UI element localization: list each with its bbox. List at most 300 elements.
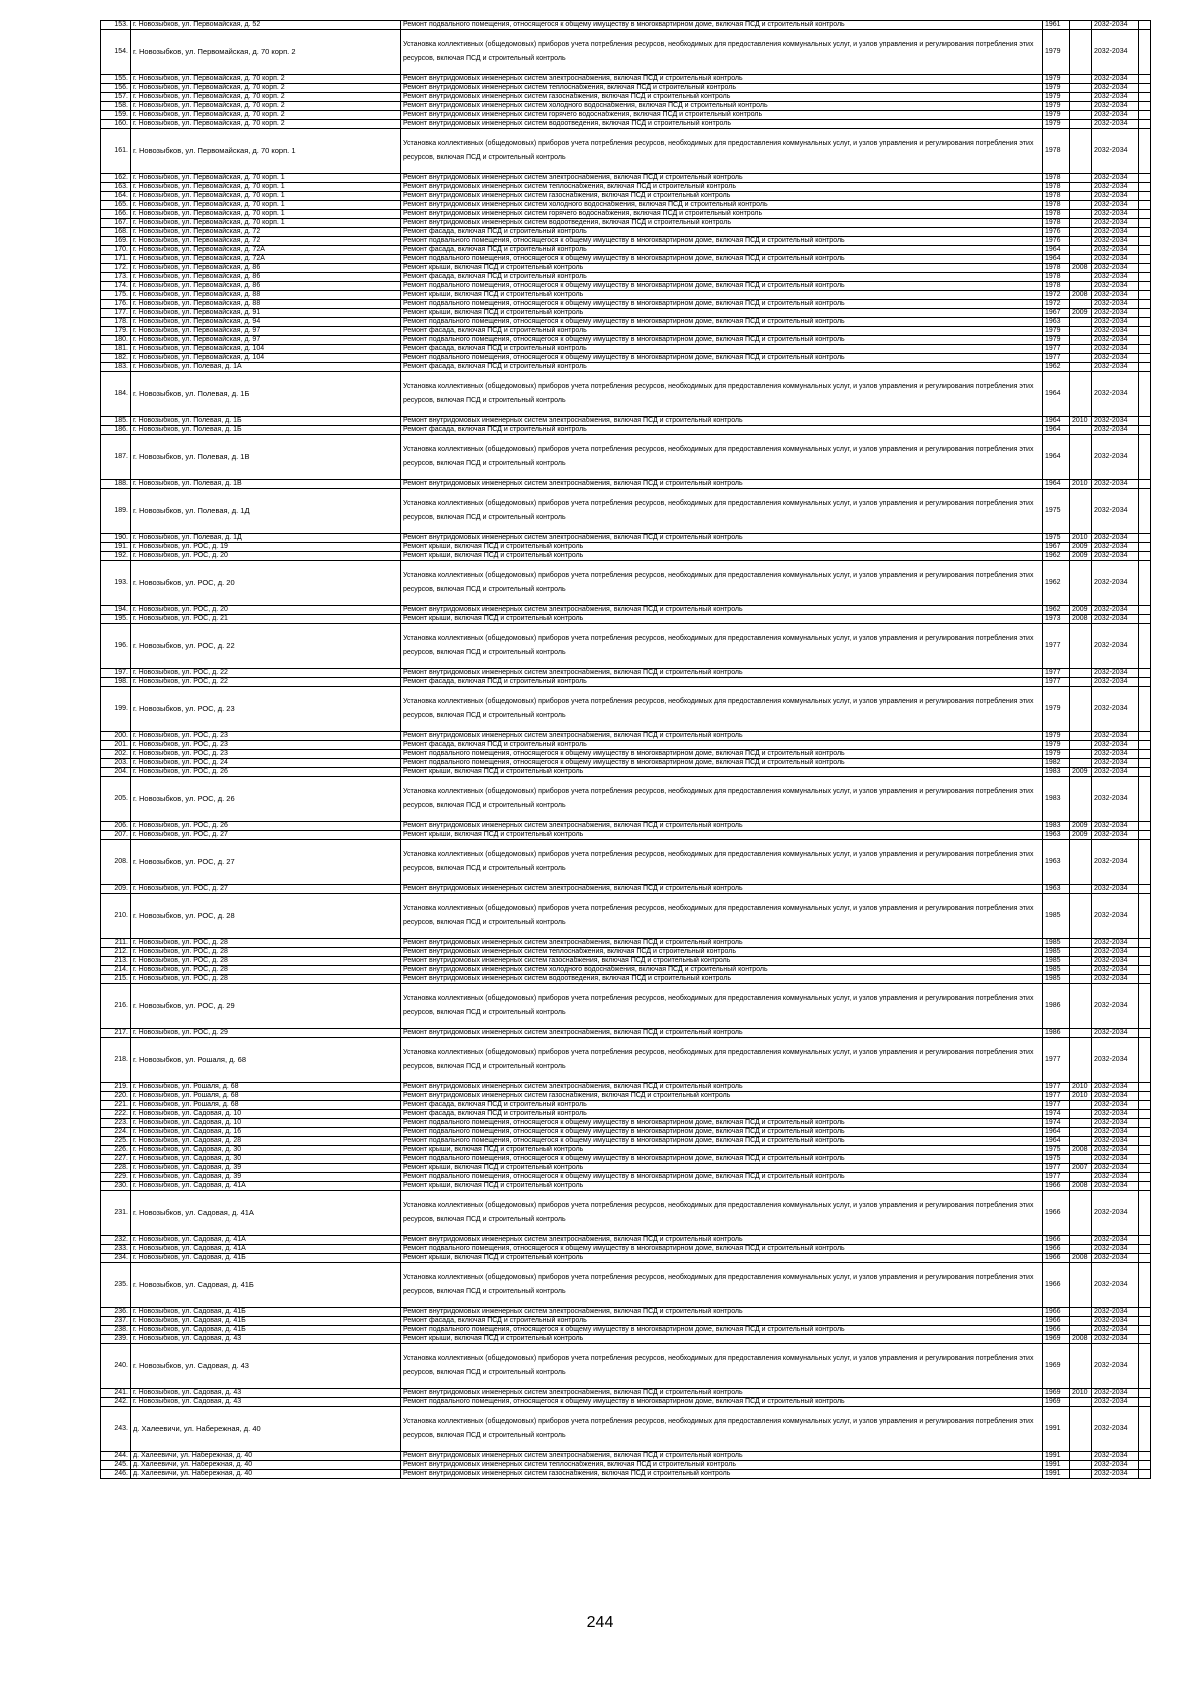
planned-period-cell: 2032-2034	[1092, 885, 1139, 894]
work-type-cell: Ремонт внутридомовых инженерных систем теплоснабжения, включая ПСД и строительный контроль	[401, 1461, 1043, 1470]
table-row	[101, 1236, 1151, 1245]
last-repair-year-cell	[1070, 174, 1092, 183]
row-number: 243.	[101, 1407, 131, 1452]
last-repair-year-cell: 2010	[1070, 417, 1092, 426]
table-row	[101, 948, 1151, 957]
address-cell: г. Новозыбков, ул. Первомайская, д. 86	[131, 264, 401, 273]
last-repair-year-cell	[1070, 354, 1092, 363]
last-repair-year-cell	[1070, 84, 1092, 93]
last-repair-year-cell	[1070, 228, 1092, 237]
planned-period-cell: 2032-2034	[1092, 480, 1139, 489]
row-number: 170.	[101, 246, 131, 255]
planned-period-cell: 2032-2034	[1092, 687, 1139, 732]
address-cell: г. Новозыбков, ул. РОС, д. 26	[131, 768, 401, 777]
row-number: 167.	[101, 219, 131, 228]
planned-period-cell: 2032-2034	[1092, 678, 1139, 687]
address-cell: г. Новозыбков, ул. Первомайская, д. 70 корп. 1	[131, 174, 401, 183]
table-row	[101, 291, 1151, 300]
planned-period-cell: 2032-2034	[1092, 1083, 1139, 1092]
planned-period-cell: 2032-2034	[1092, 1029, 1139, 1038]
empty-cell	[1139, 336, 1151, 345]
address-cell: г. Новозыбков, ул. Садовая, д. 41Б	[131, 1317, 401, 1326]
last-repair-year-cell	[1070, 129, 1092, 174]
work-type-cell: Ремонт крыши, включая ПСД и строительный контроль	[401, 291, 1043, 300]
table-row	[101, 354, 1151, 363]
year-built-cell: 1986	[1043, 984, 1070, 1029]
empty-cell	[1139, 831, 1151, 840]
empty-cell	[1139, 561, 1151, 606]
table-row	[101, 975, 1151, 984]
last-repair-year-cell	[1070, 1317, 1092, 1326]
address-cell: г. Новозыбков, ул. Садовая, д. 10	[131, 1110, 401, 1119]
empty-cell	[1139, 759, 1151, 768]
empty-cell	[1139, 1236, 1151, 1245]
row-number: 224.	[101, 1128, 131, 1137]
address-cell: г. Новозыбков, ул. РОС, д. 28	[131, 975, 401, 984]
empty-cell	[1139, 741, 1151, 750]
year-built-cell: 1978	[1043, 282, 1070, 291]
last-repair-year-cell	[1070, 678, 1092, 687]
work-type-cell: Ремонт подвального помещения, относящегося к общему имуществу в многоквартирном доме, включая ПСД и строительный контроль	[401, 1155, 1043, 1164]
row-number: 188.	[101, 480, 131, 489]
work-type-cell: Ремонт внутридомовых инженерных систем теплоснабжения, включая ПСД и строительный контроль	[401, 84, 1043, 93]
table-row	[101, 1344, 1151, 1389]
address-cell: г. Новозыбков, ул. РОС, д. 23	[131, 732, 401, 741]
planned-period-cell: 2032-2034	[1092, 228, 1139, 237]
year-built-cell: 1962	[1043, 363, 1070, 372]
table-row	[101, 1326, 1151, 1335]
table-row	[101, 1191, 1151, 1236]
planned-period-cell: 2032-2034	[1092, 345, 1139, 354]
last-repair-year-cell	[1070, 741, 1092, 750]
address-cell: г. Новозыбков, ул. РОС, д. 19	[131, 543, 401, 552]
table-row	[101, 129, 1151, 174]
planned-period-cell: 2032-2034	[1092, 624, 1139, 669]
empty-cell	[1139, 534, 1151, 543]
empty-cell	[1139, 435, 1151, 480]
year-built-cell: 1976	[1043, 228, 1070, 237]
work-type-cell: Ремонт внутридомовых инженерных систем горячего водоснабжения, включая ПСД и строительный контроль	[401, 210, 1043, 219]
empty-cell	[1139, 768, 1151, 777]
planned-period-cell: 2032-2034	[1092, 1119, 1139, 1128]
year-built-cell: 1964	[1043, 255, 1070, 264]
planned-period-cell: 2032-2034	[1092, 192, 1139, 201]
table-row	[101, 219, 1151, 228]
work-type-cell: Ремонт крыши, включая ПСД и строительный контроль	[401, 1182, 1043, 1191]
year-built-cell: 1966	[1043, 1308, 1070, 1317]
last-repair-year-cell: 2008	[1070, 1254, 1092, 1263]
year-built-cell: 1962	[1043, 561, 1070, 606]
empty-cell	[1139, 894, 1151, 939]
empty-cell	[1139, 750, 1151, 759]
planned-period-cell: 2032-2034	[1092, 840, 1139, 885]
planned-period-cell: 2032-2034	[1092, 1110, 1139, 1119]
empty-cell	[1139, 885, 1151, 894]
work-type-cell: Ремонт внутридомовых инженерных систем электроснабжения, включая ПСД и строительный контроль	[401, 606, 1043, 615]
row-number: 216.	[101, 984, 131, 1029]
year-built-cell: 1978	[1043, 174, 1070, 183]
last-repair-year-cell	[1070, 975, 1092, 984]
year-built-cell: 1975	[1043, 534, 1070, 543]
planned-period-cell: 2032-2034	[1092, 21, 1139, 30]
year-built-cell: 1982	[1043, 759, 1070, 768]
year-built-cell: 1979	[1043, 327, 1070, 336]
address-cell: г. Новозыбков, ул. РОС, д. 22	[131, 678, 401, 687]
table-row	[101, 174, 1151, 183]
page-number: 244	[586, 1614, 614, 1631]
table-row	[101, 246, 1151, 255]
address-cell: г. Новозыбков, ул. Садовая, д. 39	[131, 1173, 401, 1182]
work-type-cell: Ремонт подвального помещения, относящегося к общему имуществу в многоквартирном доме, включая ПСД и строительный контроль	[401, 237, 1043, 246]
year-built-cell: 1964	[1043, 426, 1070, 435]
table-row	[101, 435, 1151, 480]
last-repair-year-cell	[1070, 1398, 1092, 1407]
row-number: 222.	[101, 1110, 131, 1119]
planned-period-cell: 2032-2034	[1092, 1173, 1139, 1182]
address-cell: г. Новозыбков, ул. Первомайская, д. 72А	[131, 246, 401, 255]
table-row	[101, 957, 1151, 966]
year-built-cell: 1979	[1043, 102, 1070, 111]
last-repair-year-cell	[1070, 120, 1092, 129]
row-number: 226.	[101, 1146, 131, 1155]
year-built-cell: 1969	[1043, 1335, 1070, 1344]
planned-period-cell: 2032-2034	[1092, 732, 1139, 741]
planned-period-cell: 2032-2034	[1092, 282, 1139, 291]
address-cell: г. Новозыбков, ул. Первомайская, д. 94	[131, 318, 401, 327]
empty-cell	[1139, 1344, 1151, 1389]
empty-cell	[1139, 939, 1151, 948]
work-type-cell: Ремонт фасада, включая ПСД и строительный контроль	[401, 273, 1043, 282]
work-type-cell: Ремонт внутридомовых инженерных систем электроснабжения, включая ПСД и строительный контроль	[401, 1452, 1043, 1461]
table-row	[101, 1263, 1151, 1308]
table-row	[101, 1119, 1151, 1128]
year-built-cell: 1978	[1043, 129, 1070, 174]
table-row	[101, 1128, 1151, 1137]
planned-period-cell: 2032-2034	[1092, 1101, 1139, 1110]
last-repair-year-cell	[1070, 1029, 1092, 1038]
row-number: 237.	[101, 1317, 131, 1326]
address-cell: г. Новозыбков, ул. РОС, д. 27	[131, 885, 401, 894]
table-row	[101, 318, 1151, 327]
row-number: 234.	[101, 1254, 131, 1263]
year-built-cell: 1964	[1043, 417, 1070, 426]
empty-cell	[1139, 1083, 1151, 1092]
table-body	[101, 21, 1151, 1479]
empty-cell	[1139, 372, 1151, 417]
work-type-cell: Установка коллективных (общедомовых) приборов учета потребления ресурсов, необходимых для предоставления коммунальных услуг, и узлов управления и регулирования потребления этих ресурсов, включая ПСД и строительный контроль	[401, 894, 1043, 939]
last-repair-year-cell: 2009	[1070, 552, 1092, 561]
table-row	[101, 300, 1151, 309]
last-repair-year-cell: 2009	[1070, 768, 1092, 777]
year-built-cell: 1979	[1043, 75, 1070, 84]
empty-cell	[1139, 30, 1151, 75]
address-cell: г. Новозыбков, ул. Садовая, д. 41А	[131, 1236, 401, 1245]
empty-cell	[1139, 237, 1151, 246]
row-number: 228.	[101, 1164, 131, 1173]
row-number: 159.	[101, 111, 131, 120]
row-number: 202.	[101, 750, 131, 759]
year-built-cell: 1975	[1043, 1155, 1070, 1164]
row-number: 181.	[101, 345, 131, 354]
planned-period-cell: 2032-2034	[1092, 831, 1139, 840]
empty-cell	[1139, 1173, 1151, 1182]
last-repair-year-cell	[1070, 363, 1092, 372]
row-number: 211.	[101, 939, 131, 948]
empty-cell	[1139, 1389, 1151, 1398]
year-built-cell: 1977	[1043, 669, 1070, 678]
address-cell: г. Новозыбков, ул. РОС, д. 20	[131, 552, 401, 561]
last-repair-year-cell: 2008	[1070, 264, 1092, 273]
table-row	[101, 543, 1151, 552]
planned-period-cell: 2032-2034	[1092, 1038, 1139, 1083]
last-repair-year-cell: 2008	[1070, 291, 1092, 300]
address-cell: г. Новозыбков, ул. РОС, д. 20	[131, 561, 401, 606]
year-built-cell: 1973	[1043, 615, 1070, 624]
row-number: 175.	[101, 291, 131, 300]
row-number: 179.	[101, 327, 131, 336]
address-cell: г. Новозыбков, ул. Первомайская, д. 70 корп. 1	[131, 129, 401, 174]
work-type-cell: Ремонт подвального помещения, относящегося к общему имуществу в многоквартирном доме, включая ПСД и строительный контроль	[401, 336, 1043, 345]
last-repair-year-cell: 2010	[1070, 1389, 1092, 1398]
table-row	[101, 336, 1151, 345]
empty-cell	[1139, 1317, 1151, 1326]
empty-cell	[1139, 606, 1151, 615]
last-repair-year-cell	[1070, 885, 1092, 894]
planned-period-cell: 2032-2034	[1092, 84, 1139, 93]
empty-cell	[1139, 1038, 1151, 1083]
address-cell: г. Новозыбков, ул. Первомайская, д. 70 корп. 1	[131, 192, 401, 201]
empty-cell	[1139, 624, 1151, 669]
address-cell: г. Новозыбков, ул. РОС, д. 22	[131, 624, 401, 669]
last-repair-year-cell	[1070, 201, 1092, 210]
year-built-cell: 1974	[1043, 1119, 1070, 1128]
year-built-cell: 1979	[1043, 111, 1070, 120]
empty-cell	[1139, 111, 1151, 120]
planned-period-cell: 2032-2034	[1092, 561, 1139, 606]
empty-cell	[1139, 1308, 1151, 1317]
address-cell: г. Новозыбков, ул. Первомайская, д. 70 корп. 1	[131, 210, 401, 219]
address-cell: г. Новозыбков, ул. Садовая, д. 41А	[131, 1191, 401, 1236]
empty-cell	[1139, 309, 1151, 318]
last-repair-year-cell	[1070, 840, 1092, 885]
table-row	[101, 1101, 1151, 1110]
address-cell: г. Новозыбков, ул. Первомайская, д. 70 корп. 2	[131, 102, 401, 111]
row-number: 180.	[101, 336, 131, 345]
empty-cell	[1139, 291, 1151, 300]
table-row	[101, 1245, 1151, 1254]
year-built-cell: 1977	[1043, 1164, 1070, 1173]
table-row	[101, 1092, 1151, 1101]
row-number: 189.	[101, 489, 131, 534]
address-cell: г. Новозыбков, ул. Первомайская, д. 72	[131, 228, 401, 237]
empty-cell	[1139, 615, 1151, 624]
work-type-cell: Ремонт подвального помещения, относящегося к общему имуществу в многоквартирном доме, включая ПСД и строительный контроль	[401, 21, 1043, 30]
empty-cell	[1139, 1326, 1151, 1335]
table-row	[101, 552, 1151, 561]
work-type-cell: Установка коллективных (общедомовых) приборов учета потребления ресурсов, необходимых для предоставления коммунальных услуг, и узлов управления и регулирования потребления этих ресурсов, включая ПСД и строительный контроль	[401, 489, 1043, 534]
table-row	[101, 768, 1151, 777]
year-built-cell: 1964	[1043, 480, 1070, 489]
last-repair-year-cell	[1070, 1344, 1092, 1389]
last-repair-year-cell	[1070, 732, 1092, 741]
planned-period-cell: 2032-2034	[1092, 1191, 1139, 1236]
address-cell: г. Новозыбков, ул. Садовая, д. 41Б	[131, 1263, 401, 1308]
row-number: 240.	[101, 1344, 131, 1389]
planned-period-cell: 2032-2034	[1092, 120, 1139, 129]
empty-cell	[1139, 210, 1151, 219]
last-repair-year-cell: 2010	[1070, 534, 1092, 543]
table-row	[101, 1452, 1151, 1461]
row-number: 215.	[101, 975, 131, 984]
year-built-cell: 1978	[1043, 192, 1070, 201]
empty-cell	[1139, 255, 1151, 264]
year-built-cell: 1964	[1043, 1137, 1070, 1146]
empty-cell	[1139, 957, 1151, 966]
planned-period-cell: 2032-2034	[1092, 957, 1139, 966]
year-built-cell: 1972	[1043, 291, 1070, 300]
empty-cell	[1139, 354, 1151, 363]
work-type-cell: Ремонт внутридомовых инженерных систем теплоснабжения, включая ПСД и строительный контроль	[401, 948, 1043, 957]
planned-period-cell: 2032-2034	[1092, 1317, 1139, 1326]
year-built-cell: 1977	[1043, 678, 1070, 687]
year-built-cell: 1979	[1043, 120, 1070, 129]
year-built-cell: 1991	[1043, 1461, 1070, 1470]
table-row	[101, 1317, 1151, 1326]
planned-period-cell: 2032-2034	[1092, 939, 1139, 948]
planned-period-cell: 2032-2034	[1092, 1164, 1139, 1173]
address-cell: г. Новозыбков, ул. Полевая, д. 1Д	[131, 489, 401, 534]
empty-cell	[1139, 1191, 1151, 1236]
empty-cell	[1139, 84, 1151, 93]
row-number: 177.	[101, 309, 131, 318]
planned-period-cell: 2032-2034	[1092, 1146, 1139, 1155]
work-type-cell: Ремонт внутридомовых инженерных систем электроснабжения, включая ПСД и строительный контроль	[401, 822, 1043, 831]
empty-cell	[1139, 219, 1151, 228]
planned-period-cell: 2032-2034	[1092, 1137, 1139, 1146]
empty-cell	[1139, 1182, 1151, 1191]
table-row	[101, 732, 1151, 741]
table-row	[101, 939, 1151, 948]
year-built-cell: 1969	[1043, 1344, 1070, 1389]
planned-period-cell: 2032-2034	[1092, 822, 1139, 831]
last-repair-year-cell	[1070, 894, 1092, 939]
address-cell: г. Новозыбков, ул. Садовая, д. 41А	[131, 1245, 401, 1254]
year-built-cell: 1977	[1043, 1101, 1070, 1110]
work-type-cell: Ремонт фасада, включая ПСД и строительный контроль	[401, 678, 1043, 687]
work-type-cell: Установка коллективных (общедомовых) приборов учета потребления ресурсов, необходимых для предоставления коммунальных услуг, и узлов управления и регулирования потребления этих ресурсов, включая ПСД и строительный контроль	[401, 1263, 1043, 1308]
empty-cell	[1139, 822, 1151, 831]
address-cell: г. Новозыбков, ул. РОС, д. 27	[131, 831, 401, 840]
empty-cell	[1139, 1128, 1151, 1137]
table-row	[101, 678, 1151, 687]
last-repair-year-cell	[1070, 1407, 1092, 1452]
last-repair-year-cell	[1070, 282, 1092, 291]
empty-cell	[1139, 300, 1151, 309]
row-number: 209.	[101, 885, 131, 894]
empty-cell	[1139, 327, 1151, 336]
table-row	[101, 192, 1151, 201]
last-repair-year-cell: 2008	[1070, 1146, 1092, 1155]
work-type-cell: Установка коллективных (общедомовых) приборов учета потребления ресурсов, необходимых для предоставления коммунальных услуг, и узлов управления и регулирования потребления этих ресурсов, включая ПСД и строительный контроль	[401, 777, 1043, 822]
empty-cell	[1139, 489, 1151, 534]
work-type-cell: Установка коллективных (общедомовых) приборов учета потребления ресурсов, необходимых для предоставления коммунальных услуг, и узлов управления и регулирования потребления этих ресурсов, включая ПСД и строительный контроль	[401, 30, 1043, 75]
row-number: 197.	[101, 669, 131, 678]
work-type-cell: Ремонт фасада, включая ПСД и строительный контроль	[401, 426, 1043, 435]
address-cell: г. Новозыбков, ул. Рошаля, д. 68	[131, 1092, 401, 1101]
empty-cell	[1139, 102, 1151, 111]
table-row	[101, 363, 1151, 372]
table-row	[101, 93, 1151, 102]
work-type-cell: Ремонт фасада, включая ПСД и строительный контроль	[401, 1317, 1043, 1326]
row-number: 200.	[101, 732, 131, 741]
table-row	[101, 777, 1151, 822]
address-cell: г. Новозыбков, ул. Первомайская, д. 104	[131, 354, 401, 363]
last-repair-year-cell	[1070, 1263, 1092, 1308]
table-row	[101, 282, 1151, 291]
last-repair-year-cell	[1070, 300, 1092, 309]
last-repair-year-cell	[1070, 246, 1092, 255]
planned-period-cell: 2032-2034	[1092, 1407, 1139, 1452]
year-built-cell: 1967	[1043, 309, 1070, 318]
address-cell: г. Новозыбков, ул. Первомайская, д. 70 корп. 2	[131, 75, 401, 84]
address-cell: г. Новозыбков, ул. Садовая, д. 43	[131, 1335, 401, 1344]
planned-period-cell: 2032-2034	[1092, 273, 1139, 282]
row-number: 204.	[101, 768, 131, 777]
empty-cell	[1139, 984, 1151, 1029]
table-row	[101, 210, 1151, 219]
year-built-cell: 1985	[1043, 948, 1070, 957]
year-built-cell: 1979	[1043, 84, 1070, 93]
work-type-cell: Ремонт внутридомовых инженерных систем газоснабжения, включая ПСД и строительный контроль	[401, 1470, 1043, 1479]
work-type-cell: Ремонт подвального помещения, относящегося к общему имуществу в многоквартирном доме, включая ПСД и строительный контроль	[401, 300, 1043, 309]
address-cell: г. Новозыбков, ул. Первомайская, д. 70 корп. 2	[131, 84, 401, 93]
work-type-cell: Ремонт внутридомовых инженерных систем водоотведения, включая ПСД и строительный контроль	[401, 219, 1043, 228]
work-type-cell: Ремонт внутридомовых инженерных систем электроснабжения, включая ПСД и строительный контроль	[401, 534, 1043, 543]
address-cell: г. Новозыбков, ул. Полевая, д. 1Б	[131, 426, 401, 435]
work-type-cell: Ремонт внутридомовых инженерных систем электроснабжения, включая ПСД и строительный контроль	[401, 1029, 1043, 1038]
planned-period-cell: 2032-2034	[1092, 435, 1139, 480]
work-type-cell: Установка коллективных (общедомовых) приборов учета потребления ресурсов, необходимых для предоставления коммунальных услуг, и узлов управления и регулирования потребления этих ресурсов, включая ПСД и строительный контроль	[401, 1038, 1043, 1083]
empty-cell	[1139, 966, 1151, 975]
year-built-cell: 1979	[1043, 93, 1070, 102]
table-row	[101, 21, 1151, 30]
planned-period-cell: 2032-2034	[1092, 1182, 1139, 1191]
last-repair-year-cell: 2009	[1070, 822, 1092, 831]
row-number: 236.	[101, 1308, 131, 1317]
work-type-cell: Ремонт внутридомовых инженерных систем электроснабжения, включая ПСД и строительный контроль	[401, 174, 1043, 183]
address-cell: г. Новозыбков, ул. Полевая, д. 1Б	[131, 417, 401, 426]
work-type-cell: Ремонт подвального помещения, относящегося к общему имуществу в многоквартирном доме, включая ПСД и строительный контроль	[401, 1128, 1043, 1137]
table-row	[101, 1308, 1151, 1317]
address-cell: г. Новозыбков, ул. РОС, д. 24	[131, 759, 401, 768]
planned-period-cell: 2032-2034	[1092, 750, 1139, 759]
table-row	[101, 489, 1151, 534]
last-repair-year-cell: 2008	[1070, 615, 1092, 624]
planned-period-cell: 2032-2034	[1092, 93, 1139, 102]
row-number: 206.	[101, 822, 131, 831]
year-built-cell: 1964	[1043, 435, 1070, 480]
planned-period-cell: 2032-2034	[1092, 984, 1139, 1029]
work-type-cell: Ремонт внутридомовых инженерных систем электроснабжения, включая ПСД и строительный контроль	[401, 669, 1043, 678]
year-built-cell: 1991	[1043, 1470, 1070, 1479]
row-number: 229.	[101, 1173, 131, 1182]
planned-period-cell: 2032-2034	[1092, 219, 1139, 228]
last-repair-year-cell	[1070, 237, 1092, 246]
year-built-cell: 1976	[1043, 237, 1070, 246]
year-built-cell: 1977	[1043, 1092, 1070, 1101]
planned-period-cell: 2032-2034	[1092, 948, 1139, 957]
table-row	[101, 264, 1151, 273]
